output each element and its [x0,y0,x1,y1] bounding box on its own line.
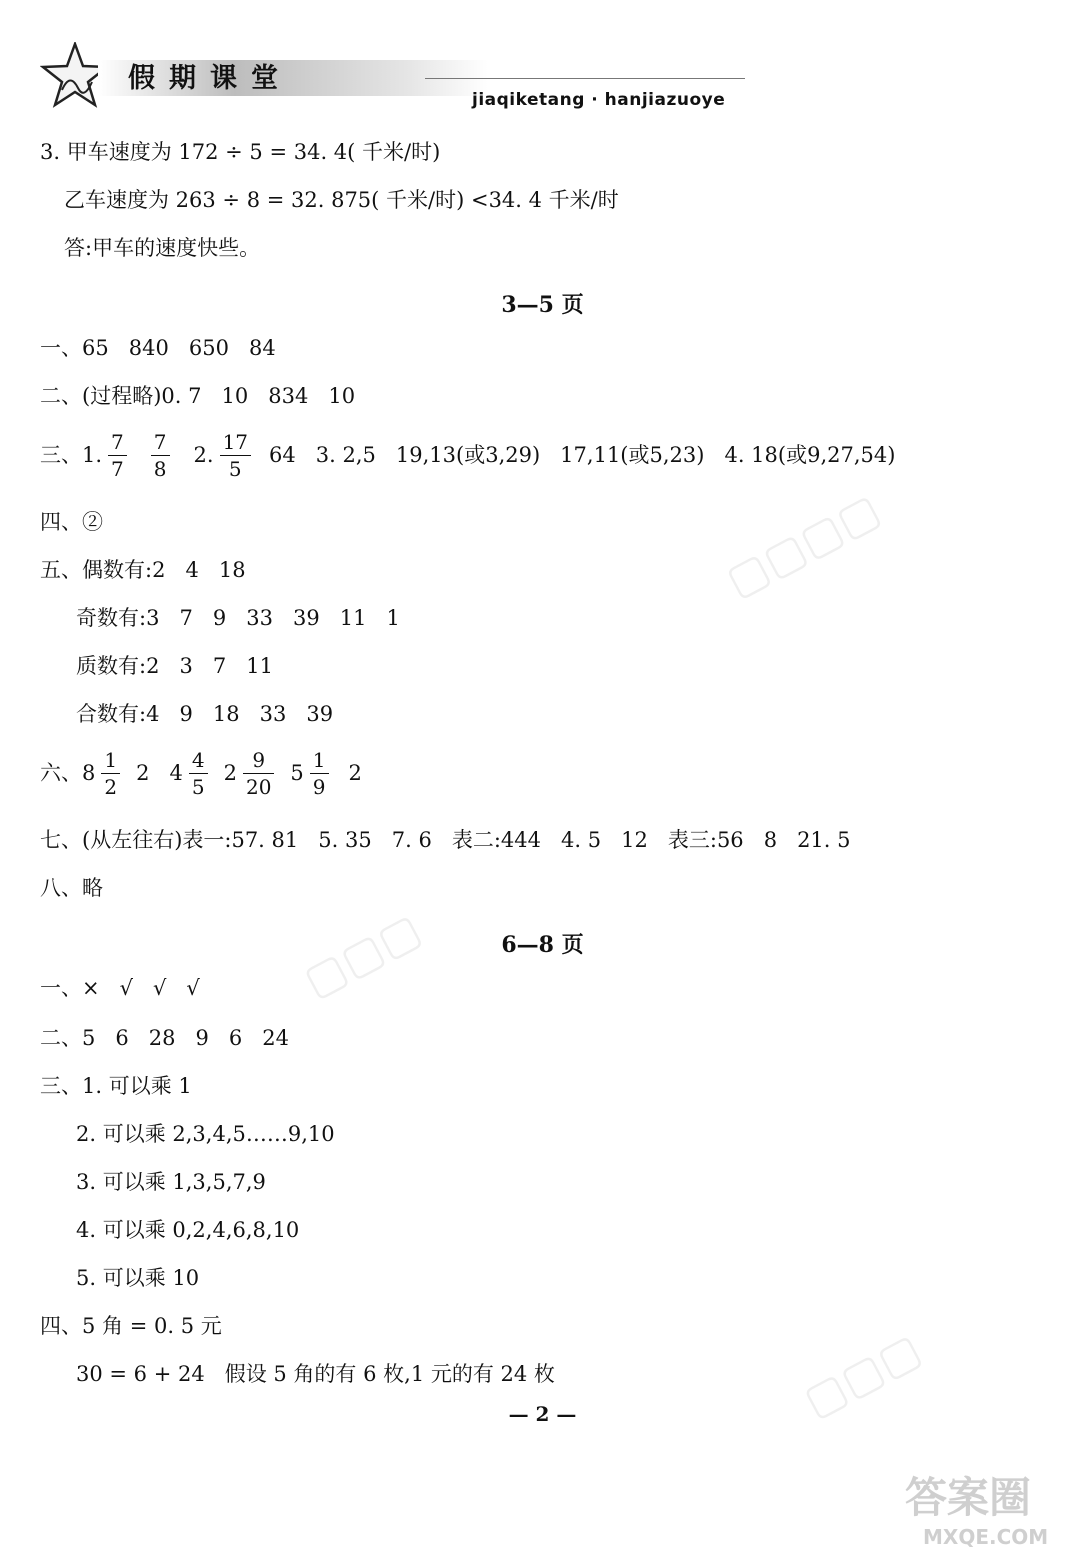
sec1-q3 [40,432,895,479]
sec2-q1: 一、× √ √ √ [40,976,200,1000]
sec1-q7: 七、(从左往右)表一:57. 81 5. 35 7. 6 表二:444 4. 5 12 表三:56 8 21. 5 [40,828,851,852]
intro-line-1: 3. 甲车速度为 172 ÷ 5 = 34. 4( 千米/时) [40,140,441,164]
site-logo [905,1465,1048,1549]
sec2-q3-5: 5. 可以乘 10 [76,1266,200,1290]
sec2-q3-4: 4. 可以乘 0,2,4,6,8,10 [76,1218,300,1242]
fraction: $\frac{1}{2}$ [101,750,120,797]
header-rule [425,78,745,79]
fraction: $\frac{9}{20}$ [243,750,274,797]
sec1-q5-odd: 奇数有:3 7 9 33 39 11 1 [76,606,400,630]
sec1-q2: 二、(过程略)0. 7 10 834 10 [40,384,356,408]
sec2-q3-3: 3. 可以乘 1,3,5,7,9 [76,1170,266,1194]
fraction: $\frac{17}{5}$ [220,432,251,479]
fraction: $\frac{4}{5}$ [189,750,208,797]
section-title-6-8: 6—8 页 [501,932,584,958]
intro-line-2: 乙车速度为 263 ÷ 8 = 32. 875( 千米/时) <34. 4 千米/时 [64,188,619,212]
watermark: ▢▢▢ [295,903,430,1008]
brand-pinyin: jiaqiketang · hanjiazuoye [472,90,726,110]
sec2-q2: 二、5 6 28 9 6 24 [40,1026,290,1050]
watermark: ▢▢▢ [795,1323,930,1428]
sec1-q8: 八、略 [40,876,103,900]
q6-seg: 5 [290,761,304,785]
fraction: $\frac{7}{7}$ [108,432,127,479]
site-logo-en: MXQE.COM [923,1525,1049,1549]
site-logo-cn: 答案圈 [905,1473,1032,1522]
sec1-q5-composite: 合数有:4 9 18 33 39 [76,702,334,726]
fraction: $\frac{7}{8}$ [151,432,170,479]
page-header [40,42,760,112]
q3-lead: 三、1. [40,443,103,467]
sec2-q3: 三、1. 可以乘 1 [40,1074,192,1098]
q3-mid: 2. [193,443,214,467]
sec2-q4: 四、5 角 = 0. 5 元 [40,1314,222,1338]
watermark: ▢▢▢▢ [717,483,889,608]
q3-tail: 64 3. 2,5 19,13(或3,29) 17,11(或5,23) 4. 18(或9,27,54) [269,443,896,467]
sec1-q5: 五、偶数有:2 4 18 [40,558,246,582]
sec1-q4: 四、② [40,510,103,534]
fraction: $\frac{1}{9}$ [310,750,329,797]
section-title-3-5: 3—5 页 [501,292,584,318]
brand-title: 假期课堂 [128,63,292,94]
sec1-q5-prime: 质数有:2 3 7 11 [76,654,273,678]
sec2-q3-2: 2. 可以乘 2,3,4,5……9,10 [76,1122,335,1146]
q6-seg: 2 [348,761,362,785]
q6-seg: 2 [223,761,237,785]
q6-lead: 六、8 [40,761,96,785]
sec1-q6 [40,750,362,797]
sec1-q1: 一、65 840 650 84 [40,336,276,360]
sec2-q4-2: 30 = 6 + 24 假设 5 角的有 6 枚,1 元的有 24 枚 [76,1362,555,1386]
page-number: — 2 — [508,1402,577,1426]
q6-seg: 2 4 [136,761,183,785]
intro-line-3: 答:甲车的速度快些。 [64,236,261,260]
